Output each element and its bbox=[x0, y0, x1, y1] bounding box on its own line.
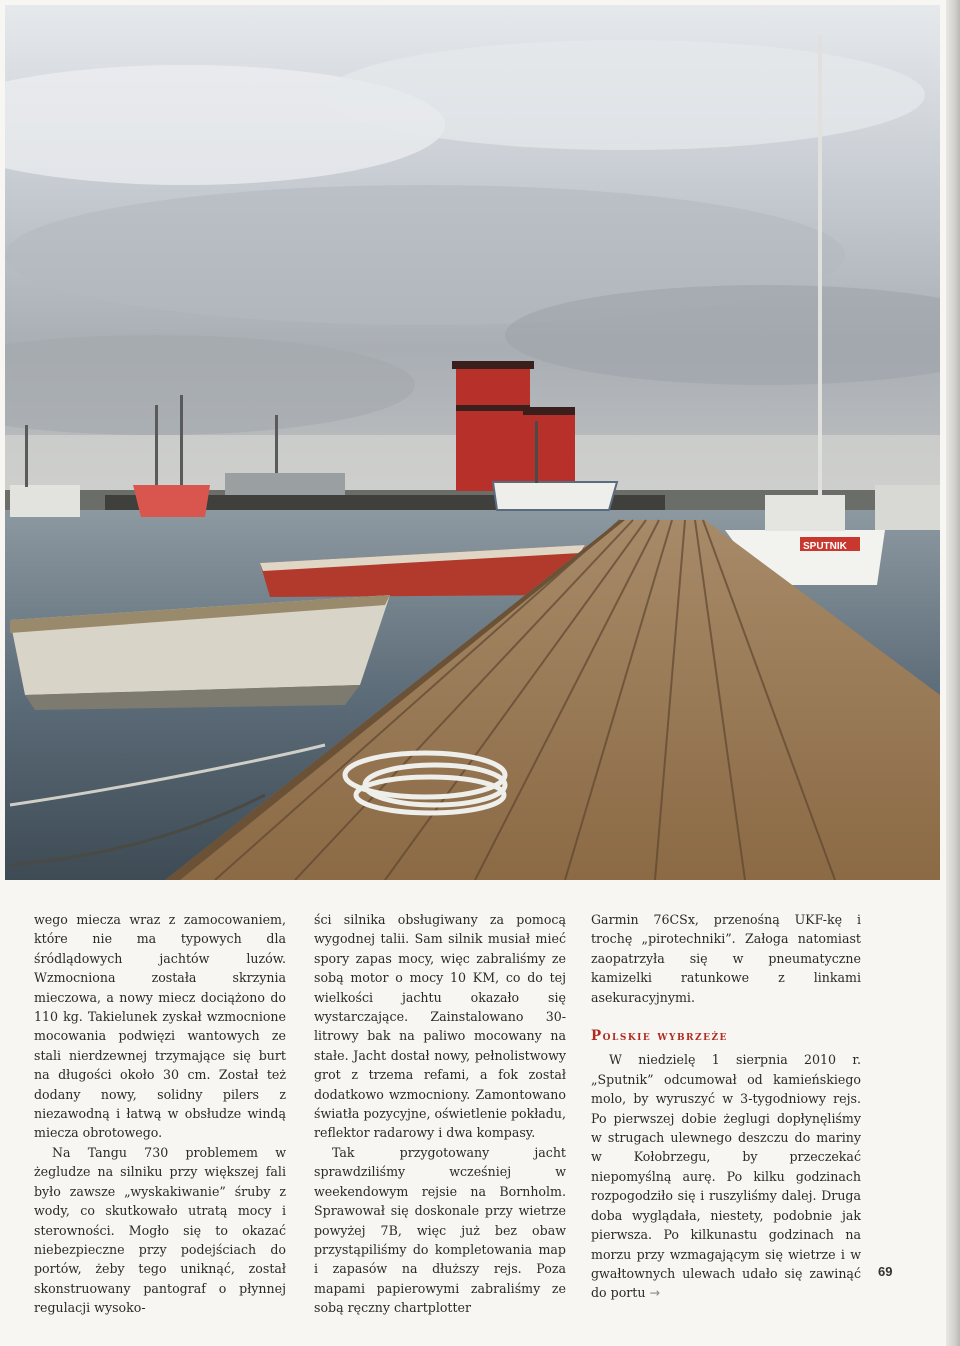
column-2 bbox=[314, 910, 566, 1318]
paragraph-text: W niedzielę 1 sierpnia 2010 r. „Sputnik” odcumował od kamieńskiego molo, by wyruszyć w 3-tygodniowy rejs. Po pierwszej dobie żeglugi dopłynęliśmy w strugach ulewnego deszczu do mariny w Kołobrzegu, by przeczekać niepomyślną aurę. Po kilku godzinach rozpogodziło się i ruszyliśmy dalej. Druga doba wyglądała, niestety, podobnie jak pierwsza. Po kilkunastu godzinach na morzu przy wzmagającym się wietrze i w gwałtownych ulewach udało się zawinąć do portu bbox=[591, 1052, 861, 1301]
paragraph: Na Tangu 730 problemem w żegludze na silniku przy większej fali było zawsze „wyskakiwanie” śruby z wody, co skutkowało utratą mocy i sterowności. Mogło się to okazać niebezpieczne przy podejściach do portów, żeby tego uniknąć, został skonstruowany pantograf o płynnej regulacji wysoko- bbox=[34, 1144, 286, 1316]
paragraph: ści silnika obsługiwany za pomocą wygodnej talii. Sam silnik musiał mieć spory zapas mocy, więc zabraliśmy ze sobą motor o mocy 10 KM, co do tej wielkości jachtu okazało się wystarczające. Zainstalowano 30-litrowy bak na paliwo mocowany na stałe. Jacht dostał nowy, pełnolistwowy grot z trzema refami, a fok został dodatkowo wzmocniony. Zamontowano światła pozycyjne, oświetlenie pokładu, reflektor radarowy i dwa kompasy. bbox=[314, 912, 566, 1141]
page-number: 69 bbox=[878, 1264, 893, 1279]
column-1 bbox=[34, 910, 286, 1318]
boat-name-label: SPUTNIK bbox=[803, 541, 847, 552]
column-3 bbox=[591, 910, 861, 1303]
paragraph: wego miecza wraz z zamocowaniem, które nie ma typowych dla śródlądowych jachtów luzów. Wzmocniona została skrzynia mieczowa, a nowy miecz dociążono do 110 kg. Takielunek zyskał wzmocnione mocowania podwięzi wantowych ze stali nierdzewnej trzymające się burt na długości około 30 cm. Został też dodany nowy, solidny pilers z niezawodną i łatwą w obsłudze windą miecza obrotowego. bbox=[34, 912, 286, 1141]
paragraph: Tak przygotowany jacht sprawdziliśmy wcześniej w weekendowym rejsie na Bornholm. Sprawował się doskonale przy wietrze powyżej 7B, więc już bez obaw przystąpiliśmy do kompletowania map i zapasów na dłuższy rejs. Poza mapami papierowymi zabraliśmy ze sobą ręczny chartplotter bbox=[314, 1144, 566, 1316]
paragraph: Garmin 76CSx, przenośną UKF-kę i trochę „pirotechniki”. Załoga natomiast zaopatrzyła się w pneumatyczne kamizelki ratunkowe z linkami asekuracyjnymi. bbox=[591, 912, 861, 1005]
section-heading: Polskie wybrzeże bbox=[591, 1028, 728, 1045]
page-edge bbox=[946, 0, 960, 1346]
continue-arrow-icon: → bbox=[649, 1285, 661, 1301]
harbor-photo bbox=[5, 5, 940, 880]
paragraph bbox=[591, 1050, 861, 1302]
